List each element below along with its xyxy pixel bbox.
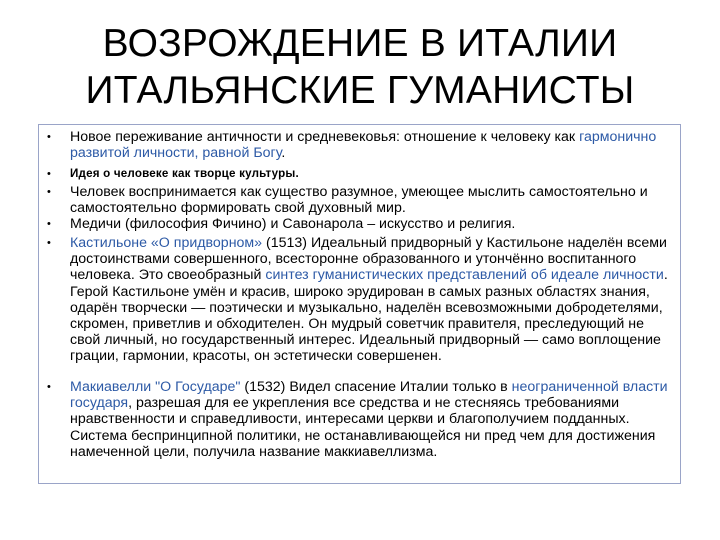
title-line-1: ВОЗРОЖДЕНИЕ В ИТАЛИИ (102, 22, 618, 65)
list-item-text: Человек воспринимается как существо разумное, умеющее мыслить самостоятельно и самостоятельно формировать свой духовный мир. (70, 184, 648, 217)
bullet-icon: • (47, 218, 51, 230)
bullet-icon: • (47, 186, 51, 198)
list-item-text: Медичи (философия Фичино) и Савонарола – искусство и религия. (70, 216, 516, 232)
list-item-text: Новое переживание античности и средневековья: отношение к человеку как гармонично развитой личности, равной Богу. (70, 129, 657, 162)
bullet-icon: • (47, 381, 51, 393)
list-item-text: Макиавелли "О Государе" (1532) Видел спасение Италии только в неограниченной власти государя, разрешая для ее укрепления все средства и не стесняясь требованиями нравственности и справедливости, интересами церкви и благополучием подданных. Система беспринципной политики, не останавливающейся ни пред чем для достижения намеченной цели, получила название маккиавеллизма. (70, 379, 668, 460)
highlight-text: неограниченной власти государя (70, 379, 668, 412)
list-item-text: Идея о человеке как творце культуры. (70, 167, 299, 180)
highlight-text: гармонично развитой личности, равной Богу (70, 129, 657, 162)
highlight-text: Макиавелли "О Государе" (70, 379, 241, 395)
title-line-2: ИТАЛЬЯНСКИЕ ГУМАНИСТЫ (85, 69, 635, 112)
bullet-icon: • (47, 168, 51, 180)
content-box (38, 124, 681, 484)
bullet-icon: • (47, 131, 51, 143)
list-item-text: Кастильоне «О придворном» (1513) Идеальный придворный у Кастильоне наделён всеми достоинствами совершенного, всесторонне образованного и утончённо воспитанного человека. Это своеобразный синтез гуманистических представлений об идеале личности. Герой Кастильоне умён и красив, широко эрудирован в самых разных областях знания, одарён творчески — поэтически и музыкально, наделён всевозможными добродетелями, скромен, приветлив и обходителен. Он мудрый советчик правителя, преследующий не свой личный, но государственный интерес. Идеальный придворный — само воплощение грации, гармонии, красоты, он эстетически совершенен. (70, 235, 668, 365)
highlight-text: Кастильоне «О придворном» (70, 235, 263, 251)
highlight-text: синтез гуманистических представлений об идеале личности (265, 267, 664, 284)
bullet-icon: • (47, 237, 51, 249)
slide-title (0, 20, 720, 114)
